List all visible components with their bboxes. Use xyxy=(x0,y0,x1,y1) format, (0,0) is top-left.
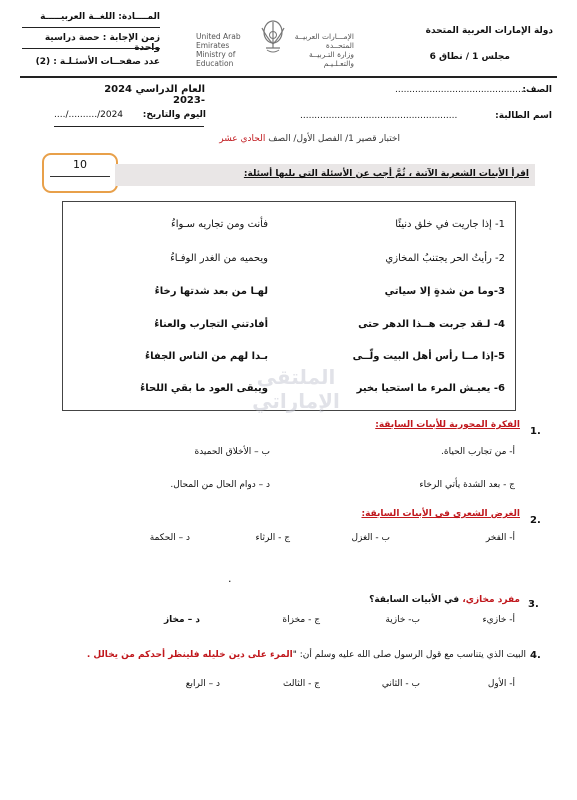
ministry-en-line1: United Arab Emirates xyxy=(196,32,241,50)
q4-text xyxy=(10,650,526,660)
q4-text-black: البيت الذي يتناسب مع قول الرسول صلى الله عليه وسلم أن: " xyxy=(292,650,526,660)
poem-verse-5-first-half: 5-إذا مــا رأس أهل البيت ولّــى xyxy=(352,351,505,362)
poem-verse-3-second-half: لهـا من بعد شدتها رخاءُ xyxy=(154,286,268,297)
poem-verse-1-second-half: فأنت ومن تجاريه سـواءُ xyxy=(171,219,268,230)
q3-text-black: في الأبيات السابقة؟ xyxy=(369,595,463,605)
ministry-name-en xyxy=(196,32,266,68)
q4-option-d[interactable]: د – الرابع xyxy=(185,679,220,689)
header-box-top-rule xyxy=(20,76,557,78)
poem-verse-4-first-half: 4- لـقد جربت هــذا الدهر حتى xyxy=(358,319,505,330)
ministry-ar-line1: الإمـــارات العربيــة المتحــدة xyxy=(294,32,354,50)
q1-text: الفكرة المحورية للأبيات السابقة: xyxy=(375,420,520,430)
poem-verse-5-second-half: بـدا لهم من الناس الجفاءُ xyxy=(145,351,268,362)
duration-label: زمن الإجابة : حصة دراسية واحدة xyxy=(44,33,160,53)
student-name-label: اسم الطالبة: xyxy=(495,111,552,121)
poem-verse-4-second-half: أفادتني التجارب والعناءُ xyxy=(154,319,268,330)
date-label: اليوم والتاريخ: xyxy=(142,110,206,120)
q3-number: 3. xyxy=(528,599,539,610)
q3-text xyxy=(250,595,520,605)
grade-dots[interactable]: ............................................... xyxy=(395,85,530,95)
watermark-text: الملتقى الإماراتي xyxy=(252,365,340,413)
q3-option-a[interactable]: أ- خازيء xyxy=(482,615,515,625)
q2-stray-dot: . xyxy=(228,572,232,585)
q1-option-b[interactable]: ب – الأخلاق الحميدة xyxy=(194,447,270,457)
ministry-en-line2: Ministry of Education xyxy=(196,50,236,68)
poem-verse-1-first-half: 1- إذا جاريت في خلق دنيئًا xyxy=(395,219,505,230)
instruction-banner xyxy=(115,164,535,186)
student-name-dots[interactable]: ....................................................... xyxy=(300,111,458,121)
q3-text-red: مفرد مخازي، xyxy=(462,595,520,605)
q4-option-c[interactable]: ج - الثالث xyxy=(282,679,320,689)
ministry-ar-line2: وزارة التـربيــة والتعـلـيـم xyxy=(309,50,354,68)
q3-option-c[interactable]: ج - مخزاة xyxy=(282,615,320,625)
exam-title xyxy=(150,134,400,144)
country-label: دولة الإمارات العربية المتحدة xyxy=(425,26,553,36)
q4-text-red: المرء على دين خليله فلينظر أحدكم من يخالل . xyxy=(86,650,293,660)
poem-verse-3-first-half: 3-وما من شدةٍ إلا سياتي xyxy=(384,286,505,297)
q3-option-d[interactable]: د – مخاز xyxy=(163,615,200,625)
q3-option-b[interactable]: ب- خازية xyxy=(385,615,420,625)
q2-option-b[interactable]: ب - الغزل xyxy=(351,533,390,543)
q2-option-a[interactable]: أ- الفخر xyxy=(485,533,515,543)
q1-option-a[interactable]: أ- من تجارب الحياة. xyxy=(441,447,515,457)
instruction-text: اقرأ الأبيات الشعرية الآتية ، ثُمَّ أجب عن الأسئلة التي يليها أسئلة: xyxy=(243,169,529,179)
q2-option-d[interactable]: د – الحكمة xyxy=(149,533,190,543)
date-value[interactable]: ..../........../2024 xyxy=(54,110,124,120)
q1-option-d[interactable]: د – دوام الحال من المحال. xyxy=(170,480,270,490)
ministry-name-ar xyxy=(288,32,354,68)
exam-title-text: اختبار قصير 1/ الفصل الأول/ الصف xyxy=(268,134,400,144)
poem-verse-6-first-half: 6- يعيـش المرء ما استحيا بخير xyxy=(356,383,505,394)
date-underline xyxy=(54,126,204,127)
uae-emblem-logo xyxy=(258,18,288,58)
score-box xyxy=(42,153,118,193)
q2-option-c[interactable]: ج - الرثاء xyxy=(255,533,290,543)
poem-verse-2-first-half: 2- رأيتُ الحر يجتنبُ المخازي xyxy=(385,253,505,264)
score-divider xyxy=(50,176,110,177)
council-label: مجلس 1 / نطاق 6 xyxy=(429,52,510,62)
q1-option-c[interactable]: ج - بعد الشدة يأتي الرخاء xyxy=(419,480,515,490)
grade-label: الصف: xyxy=(522,85,552,95)
subject-label: المــــادة: اللغــة العربيـــــة xyxy=(40,12,160,22)
poem-verse-2-second-half: ويحميه من الغدر الوفـاءُ xyxy=(170,253,268,264)
pages-count-label: عدد صفحــات الأسئـلـة : (2) xyxy=(35,57,160,67)
duration-underline xyxy=(22,48,160,49)
grade-eleven-red: الحادي عشر xyxy=(219,134,266,144)
q2-number: 2. xyxy=(530,515,541,526)
academic-year: العام الدراسي 2024 -2023 xyxy=(104,84,205,106)
q4-option-b[interactable]: ب - الثاني xyxy=(381,679,420,689)
subject-underline xyxy=(22,27,160,28)
q4-number: 4. xyxy=(530,650,541,661)
score-value: 10 xyxy=(73,158,87,171)
q1-number: 1. xyxy=(530,426,541,437)
poem-verse-6-second-half: ويبقى العود ما بقي اللحاءُ xyxy=(140,383,268,394)
q4-option-a[interactable]: أ- الأول xyxy=(487,679,515,689)
q2-text: الغرض الشعري في الأبيات السابقة: xyxy=(361,509,520,519)
